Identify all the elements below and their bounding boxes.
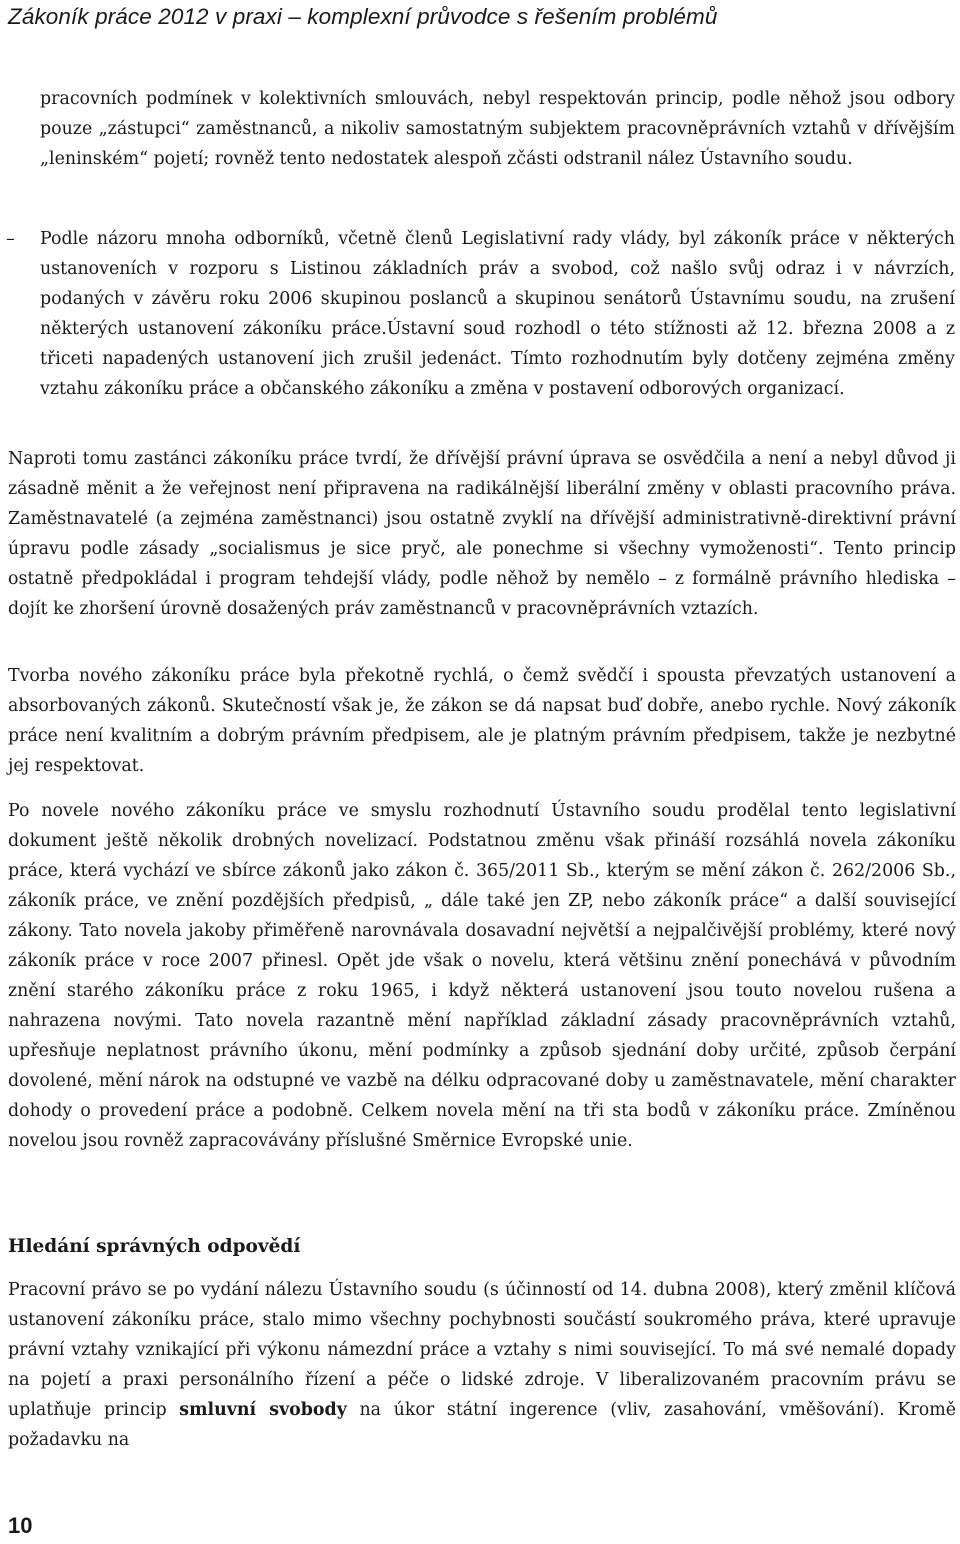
dash-marker: – [6, 229, 15, 249]
paragraph-answers-part1: Pracovní právo se po vydání nálezu Ústavního soudu (s účinností od 14. dubna 2008), který změnil klíčová ustanovení zákoníku práce, stalo mimo všechny pochybnosti součástí soukromého práva, které upravuje právní vztahy vznikající při výkonu námezdní práce a vztahy s nimi související. To má své nemalé dopady na pojetí a praxi personálního řízení a péče o lidské zdroje. V liberalizovaném pracovním právu se uplatňuje princip [8, 1280, 956, 1420]
running-head: Zákoník práce 2012 v praxi – komplexní průvodce s řešením problémů [8, 4, 718, 29]
dash-item-text: Podle názoru mnoha odborníků, včetně členů Legislativní rady vlády, byl zákoník práce v některých ustanoveních v rozporu s Listinou základních práv a svobod, což našlo svůj odraz i v návrzích, podaných v závěru roku 2006 skupinou poslanců a skupinou senátorů Ústavnímu soudu, na zrušení některých ustanovení zákoníku práce.Ústavní soud rozhodl o této stížnosti až 12. března 2008 a z třiceti napadených ustanovení jich zrušil jedenáct. Tímto rozhodnutím byly dotčeny zejména změny vztahu zákoníku práce a občanského zákoníku a změna v postavení odborových organizací. [40, 229, 955, 399]
continuation-paragraph: pracovních podmínek v kolektivních smlouvách, nebyl respektován princip, podle něhož jsou odbory pouze „zástupci“ zaměstnanců, a nikoliv samostatným subjektem pracovněprávních vztahů v dřívějším „leninském“ pojetí; rovněž tento nedostatek alespoň zčásti odstranil nález Ústavního soudu. [40, 89, 955, 169]
paragraph-amendment: Po novele nového zákoníku práce ve smyslu rozhodnutí Ústavního soudu prodělal tento legislativní dokument ještě několik drobných novelizací. Podstatnou změnu však přináší rozsáhlá novela zákoníku práce, která vychází ve sbírce zákonů jako zákon č. 365/2011 Sb., kterým se mění zákon č. 262/2006 Sb., zákoník práce, ve znění pozdějších předpisů, „ dále také jen ZP, nebo zákoník práce“ a další související zákony. Tato novela jakoby přiměřeně narovnávala dosavadní největší a nejpalčivější problémy, které nový zákoník práce v roce 2007 přinesl. Opět jde však o novelu, která většinu znění ponechává v původním znění starého zákoníku práce z roku 1965, i když některá ustanovení jsou touto novelou rušena a nahrazena novými. Tato novela razantně mění například základní zásady pracovněprávních vztahů, upřesňuje neplatnost právního úkonu, mění podmínky a způsob sjednání doby určité, způsob čerpání dovolené, mění nárok na odstupné ve vazbě na délku odpracované doby u zaměstnavatele, mění charakter dohody o provedení práce a podobně. Celkem novela mění na tři sta bodů v zákoníku práce. Zmíněnou novelou jsou rovněž zapracovávány příslušné Směrnice Evropské unie. [8, 801, 956, 1151]
section-heading: Hledání správných odpovědí [8, 1236, 301, 1257]
page-number: 10 [8, 1513, 33, 1538]
dash-list-item [6, 224, 955, 404]
paragraph-creation: Tvorba nového zákoníku práce byla překotně rychlá, o čemž svědčí i spousta převzatých ustanovení a absorbovaných zákonů. Skutečností však je, že zákon se dá napsat buď dobře, anebo rychle. Nový zákoník práce není kvalitním a dobrým právním předpisem, ale je platným právním předpisem, takže je nezbytné jej respektovat. [8, 666, 956, 776]
paragraph-answers [8, 1275, 956, 1455]
paragraph-answers-bold: smluvní svobody [179, 1400, 347, 1420]
paragraph-answers-part2: na úkor státní ingerence (vliv, zasahování, vměšování). Kromě požadavku na [8, 1400, 956, 1450]
paragraph-opponents: Naproti tomu zastánci zákoníku práce tvrdí, že dřívější právní úprava se osvědčila a není a nebyl důvod ji zásadně měnit a že veřejnost není připravena na radikálnější liberální změny v oblasti pracovního práva. Zaměstnavatelé (a zejména zaměstnanci) jsou ostatně zvyklí na dřívější administrativně-direktivní právní úpravu podle zásady „socialismus je sice pryč, ale ponechme si všechny vymoženosti“. Tento princip ostatně předpokládal i program tehdejší vlády, podle něhož by nemělo – z formálně právního hlediska – dojít ke zhoršení úrovně dosažených práv zaměstnanců v pracovněprávních vztazích. [8, 449, 956, 619]
